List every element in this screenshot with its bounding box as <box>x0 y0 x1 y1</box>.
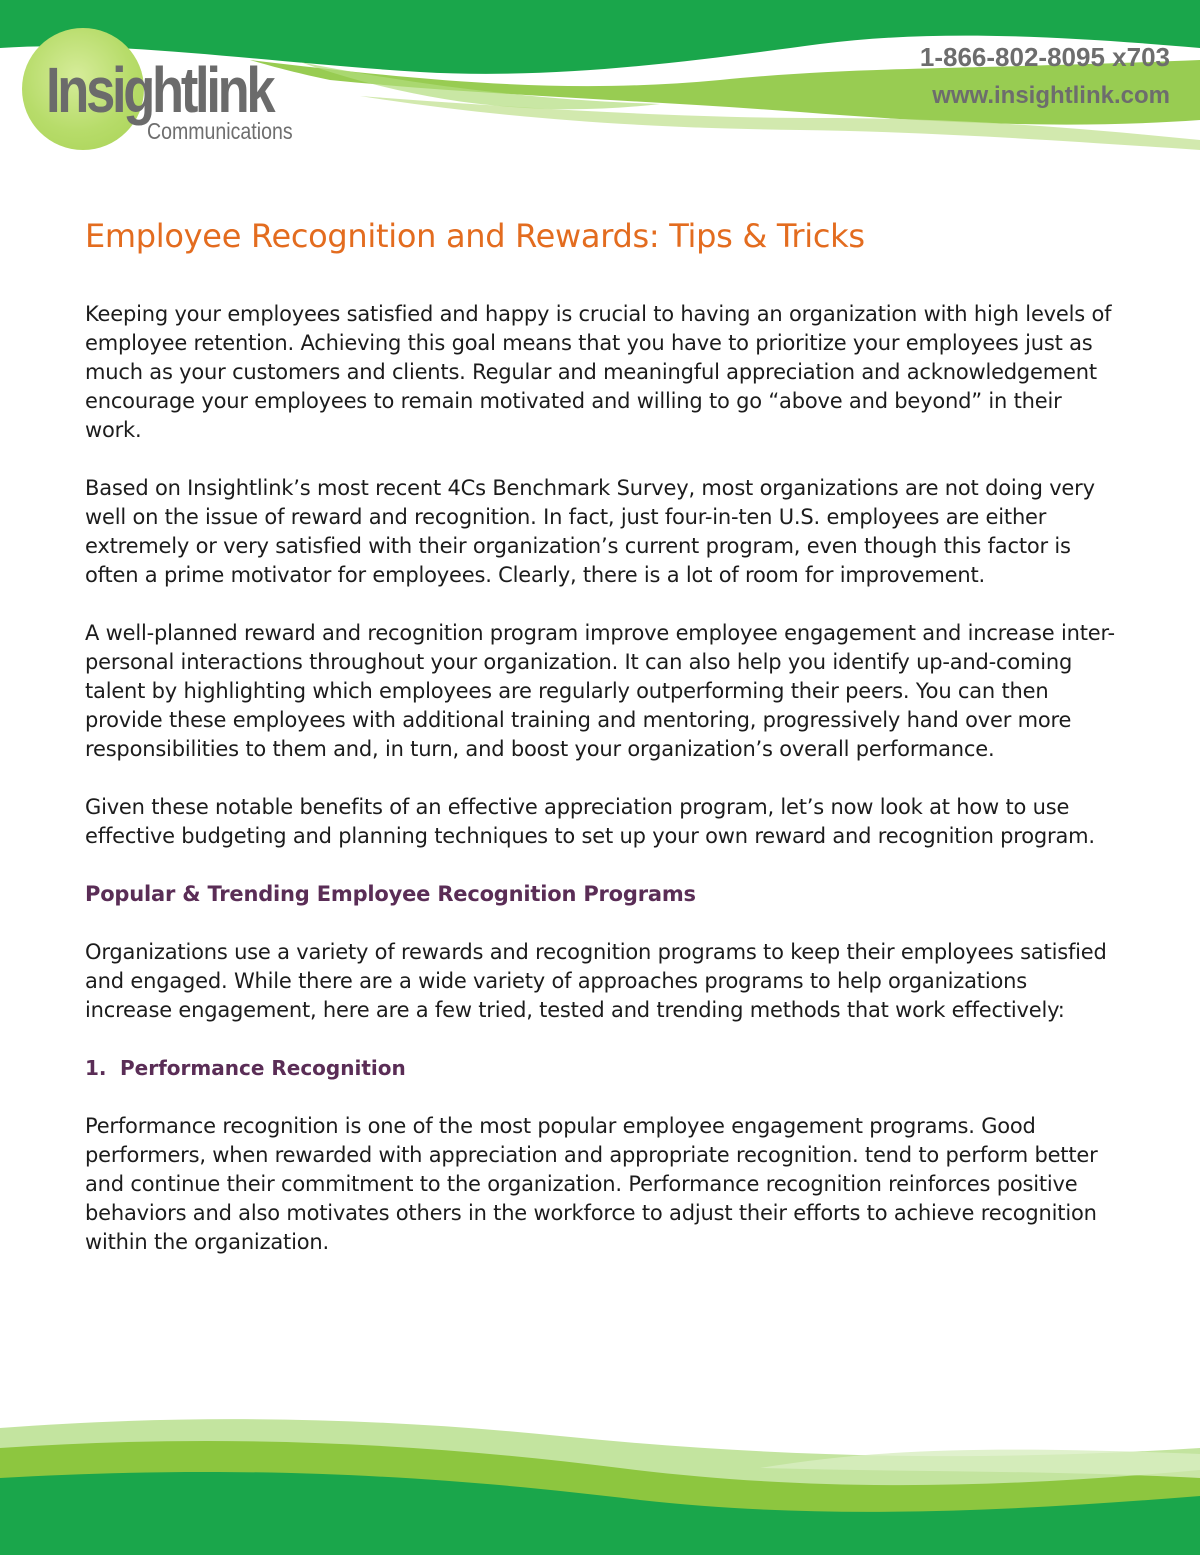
website-url: www.insightlink.com <box>932 82 1170 109</box>
section-paragraph: Organizations use a variety of rewards and recognition programs to keep their employees satisfied and engaged. While there are a wide variety of approaches programs to help organizations increase engagement, here are a few tried, tested and trending methods that work effectively: <box>85 940 1107 1022</box>
intro-paragraph-4: Given these notable benefits of an effective appreciation program, let’s now look at how to use effective budgeting and planning techniques to set up your own reward and recognition program. <box>85 795 1095 848</box>
section-heading: Popular & Trending Employee Recognition Programs <box>85 882 696 906</box>
logo-wordmark: Insightlink <box>46 54 273 126</box>
list-item-title: Performance Recognition <box>120 1056 406 1080</box>
document-body <box>85 214 1120 1286</box>
document-title: Employee Recognition and Rewards: Tips & Tricks <box>85 217 865 255</box>
phone-number: 1-866-802-8095 x703 <box>919 42 1170 72</box>
list-item-heading <box>85 1054 1120 1083</box>
intro-paragraph-1: Keeping your employees satisfied and happy is crucial to having an organization with high levels of employee retention. Achieving this goal means that you have to prioritize your employees just as much as your customers and clients. Regular and meaningful appreciation and acknowledgement encourage your employees to remain motivated and willing to go “above and beyond” in their work. <box>85 302 1112 442</box>
contact-block <box>920 44 1170 108</box>
item-paragraph: Performance recognition is one of the most popular employee engagement programs. Good performers, when rewarded with appreciation and appropriate recognition. tend to perform better and continue their commitment to the organization. Performance recognition reinforces positive behaviors and also motivates others in the workforce to adjust their efforts to achieve recognition within the organization. <box>85 1114 1098 1254</box>
insightlink-logo <box>22 28 322 158</box>
logo-subtitle: Communications <box>147 118 293 144</box>
footer-wave-banner <box>0 1408 1200 1555</box>
list-item-number: 1. <box>85 1056 107 1080</box>
intro-paragraph-3: A well-planned reward and recognition program improve employee engagement and increase inter-personal interactions throughout your organization. It can also help you identify up-and-coming talent by highlighting which employees are regularly outperforming their peers. You can then provide these employees with additional training and mentoring, progressively hand over more responsibilities to them and, in turn, and boost your organization’s overall performance. <box>85 621 1115 761</box>
intro-paragraph-2: Based on Insightlink’s most recent 4Cs Benchmark Survey, most organizations are not doing very well on the issue of reward and recognition. In fact, just four-in-ten U.S. employees are either extremely or very satisfied with their organization’s current program, even though this factor is often a prime motivator for employees. Clearly, there is a lot of room for improvement. <box>85 476 1095 587</box>
